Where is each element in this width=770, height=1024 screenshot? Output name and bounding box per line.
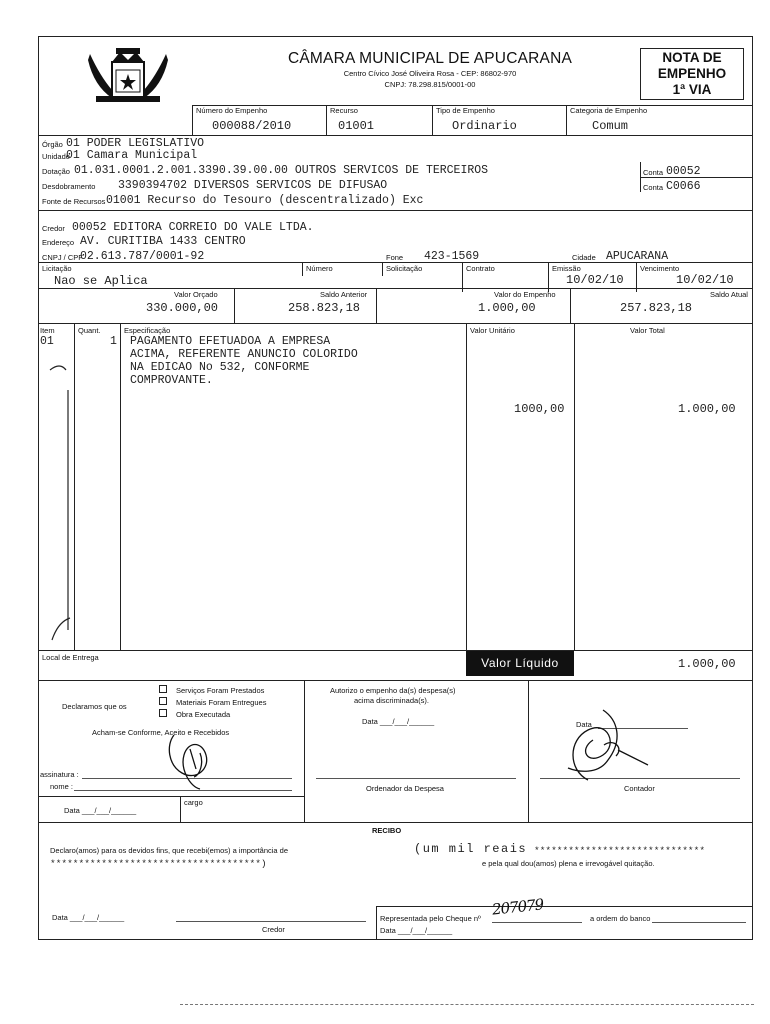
orgao-value: 01 PODER LEGISLATIVO	[66, 137, 205, 150]
numero-empenho-label: Número do Empenho	[196, 106, 268, 115]
contador-signature	[548, 690, 658, 790]
item-spec-line-3: NA EDICAO No 532, CONFORME	[130, 361, 310, 374]
cnpj-label: CNPJ / CPF	[42, 253, 83, 262]
fone-label: Fone	[386, 253, 404, 262]
cheque-number-handwritten: 207079	[491, 895, 545, 919]
recibo-text-1: Declaro(amos) para os devidos fins, que recebi(emos) a importância de	[50, 846, 289, 855]
institution-name: CÂMARA MUNICIPAL DE APUCARANA	[288, 50, 572, 67]
autorizo-line1: Autorizo o empenho da(s) despesa(s)	[330, 686, 456, 695]
recibo-data2: Data ___/___/______	[380, 926, 453, 935]
obra-label: Obra Executada	[176, 710, 231, 719]
item-spec-line-4: COMPROVANTE.	[130, 374, 213, 387]
numero-label: Número	[306, 264, 333, 273]
doc-title-box	[640, 48, 744, 100]
col-quant: Quant.	[78, 326, 101, 335]
assinatura-label: assinatura :	[40, 770, 79, 779]
saldo-anterior-value: 258.823,18	[288, 301, 361, 315]
valor-liquido-label: Valor Líquido	[466, 651, 574, 676]
dotacao-value: 01.031.0001.2.001.3390.39.00.00 OUTROS SERVICOS DE TERCEIROS	[74, 164, 489, 177]
valor-empenho-label: Valor do Empenho	[494, 290, 556, 299]
item-quant: 1	[110, 335, 117, 348]
materiais-label: Materiais Foram Entregues	[176, 698, 267, 707]
item-valor-unitario: 1000,00	[514, 402, 565, 416]
local-entrega-label: Local de Entrega	[42, 653, 99, 662]
solicitacao-label: Solicitação	[386, 264, 423, 273]
categoria-label: Categoria de Empenho	[570, 106, 648, 115]
recibo-text-2: e pela qual dou(amos) plena e irrevogável quitação.	[482, 859, 655, 868]
recibo-amount-words: (um mil reais	[414, 842, 528, 856]
vencimento-label: Vencimento	[640, 264, 680, 273]
tipo-value: Ordinario	[452, 119, 517, 133]
endereco-label: Endereço	[42, 238, 75, 247]
institution-address: Centro Cívico José Oliveira Rosa - CEP: 86802-970	[343, 69, 517, 78]
orcado-value: 330.000,00	[146, 301, 219, 315]
declaramos-text: Declaramos que os	[62, 702, 127, 711]
valor-liquido-value: 1.000,00	[678, 657, 736, 671]
recibo-title: RECIBO	[372, 826, 402, 835]
col-item: Item	[40, 326, 55, 335]
item-valor-total: 1.000,00	[678, 402, 736, 416]
credor-label: Credor	[42, 224, 65, 233]
declaration-signature	[160, 725, 220, 795]
nome-label: nome :	[50, 782, 73, 791]
contrato-label: Contrato	[466, 264, 495, 273]
conta2-label: Conta	[643, 183, 664, 192]
hand-marked-bracket	[44, 360, 74, 650]
recibo-stars-1: ******************************	[534, 845, 706, 856]
fonte-label: Fonte de Recursos	[42, 197, 106, 206]
saldo-atual-value: 257.823,18	[620, 301, 693, 315]
col-especificacao: Especificação	[124, 326, 171, 335]
emissao-value: 10/02/10	[566, 273, 624, 287]
doc-title-line1: NOTA DE	[662, 50, 722, 65]
item-number: 01	[40, 335, 54, 348]
ordem-label: a ordem do banco	[590, 914, 651, 923]
servicos-checkbox[interactable]	[159, 685, 167, 693]
tipo-label: Tipo de Empenho	[436, 106, 495, 115]
cidade-label: Cidade	[572, 253, 596, 262]
orgao-label: Órgão	[42, 140, 63, 149]
servicos-label: Serviços Foram Prestados	[176, 686, 265, 695]
obra-checkbox[interactable]	[159, 709, 167, 717]
ordenador-label: Ordenador da Despesa	[366, 784, 444, 793]
cheque-label: Representada pelo Cheque nº	[380, 914, 481, 923]
unidade-label: Unidade	[42, 152, 70, 161]
cidade-value: APUCARANA	[606, 250, 669, 263]
emissao-label: Emissão	[552, 264, 581, 273]
conta1-label: Conta	[643, 168, 664, 177]
col-valor-unitario: Valor Unitário	[470, 326, 515, 335]
conformes-text: Acham-se Conforme, Aceito e Recebidos	[92, 728, 230, 737]
doc-title-line2: EMPENHO	[657, 66, 727, 81]
institution-cnpj: CNPJ: 78.298.815/0001-00	[384, 80, 476, 89]
fone-value: 423-1569	[424, 250, 480, 263]
licitacao-label: Licitação	[42, 264, 72, 273]
recibo-data: Data ___/___/______	[52, 913, 125, 922]
item-spec-line-1: PAGAMENTO EFETUADOA A EMPRESA	[130, 335, 331, 348]
categoria-value: Comum	[592, 119, 629, 133]
endereco-value: AV. CURITIBA 1433 CENTRO	[80, 235, 246, 248]
contador-label: Contador	[624, 784, 655, 793]
autorizo-line2: acima discriminada(s).	[354, 696, 430, 705]
desdobramento-label: Desdobramento	[42, 182, 96, 191]
dotacao-label: Dotação	[42, 167, 70, 176]
licitacao-value: Nao se Aplica	[54, 274, 148, 288]
numero-empenho-value: 000088/2010	[212, 119, 292, 133]
fonte-value: 01001 Recurso do Tesouro (descentralizado) Exc	[106, 194, 424, 207]
materiais-checkbox[interactable]	[159, 697, 167, 705]
recurso-label: Recurso	[330, 106, 358, 115]
conta1-value: 00052	[666, 165, 701, 178]
doc-copy: 1ª VIA	[672, 82, 712, 97]
credor-value: 00052 EDITORA CORREIO DO VALE LTDA.	[72, 221, 314, 234]
item-spec-line-2: ACIMA, REFERENTE ANUNCIO COLORIDO	[130, 348, 358, 361]
orcado-label: Valor Orçado	[174, 290, 218, 299]
contador-data-label: Data	[576, 720, 592, 729]
valor-empenho-value: 1.000,00	[478, 301, 536, 315]
cargo-label: cargo	[184, 798, 203, 807]
desdobramento-value: 3390394702 DIVERSOS SERVICOS DE DIFUSAO	[118, 179, 388, 192]
cnpj-value: 02.613.787/0001-92	[80, 250, 205, 263]
col-valor-total: Valor Total	[630, 326, 665, 335]
recibo-stars-2: *************************************)	[50, 858, 267, 869]
coat-of-arms-logo	[86, 46, 170, 104]
conta2-value: C0066	[666, 180, 701, 193]
saldo-atual-label: Saldo Atual	[710, 290, 748, 299]
autorizo-data: Data ___/___/______	[362, 717, 435, 726]
vencimento-value: 10/02/10	[676, 273, 734, 287]
saldo-anterior-label: Saldo Anterior	[320, 290, 368, 299]
declaracao-data: Data ___/___/______	[64, 806, 137, 815]
recibo-credor: Credor	[262, 925, 285, 934]
unidade-value: 01 Camara Municipal	[66, 149, 198, 162]
recurso-value: 01001	[338, 119, 375, 133]
